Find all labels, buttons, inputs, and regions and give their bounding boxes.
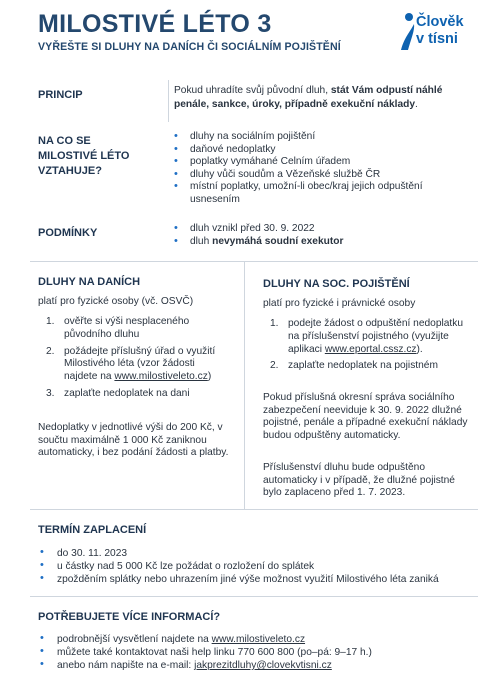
milostiveleto-link[interactable]: www.milostiveleto.cz xyxy=(211,634,306,645)
eportal-link[interactable]: www.eportal.cssz.cz xyxy=(324,343,417,355)
list-item xyxy=(38,560,488,573)
social-note-2: Příslušenství dluhu bude odpuštěno automaticky i v případě, že dlužné pojistné bylo zaplaceno před 1. 7. 2023. xyxy=(263,462,455,499)
section-divider xyxy=(30,509,478,510)
social-steps xyxy=(270,318,466,377)
step-number: 1. xyxy=(270,318,279,329)
list-item xyxy=(172,169,472,182)
info-title: POTŘEBUJETE VÍCE INFORMACÍ? xyxy=(38,611,221,623)
list-item xyxy=(172,181,472,206)
taxes-steps xyxy=(46,316,231,405)
bullet-icon: • xyxy=(174,222,178,234)
bullet-icon: • xyxy=(40,658,44,670)
list-item-text: u částky nad 5 000 Kč lze požádat o rozložení do splátek xyxy=(57,561,315,572)
step-text: zaplaťte nedoplatek na pojistném xyxy=(288,360,438,372)
taxes-note: Nedoplatky v jednotlivé výši do 200 Kč, v součtu maximálně 1 000 Kč zaniknou automaticky, i bez podání žádosti a platby. xyxy=(38,422,229,459)
list-item-text: dluh xyxy=(190,235,213,247)
principle-divider xyxy=(168,80,169,122)
list-item-text: místní poplatky, umožní-li obec/kraj jejich odpuštění usnesením xyxy=(190,181,423,205)
list-item-text: dluh vznikl před 30. 9. 2022 xyxy=(190,223,315,234)
list-item xyxy=(172,156,472,169)
applies-label-line-2: MILOSTIVÉ LÉTO xyxy=(38,150,130,162)
list-item-text: daňové nedoplatky xyxy=(190,143,276,155)
list-item xyxy=(38,659,488,672)
social-intro: platí pro fyzické i právnické osoby xyxy=(263,298,416,309)
section-divider xyxy=(30,596,478,597)
step-number: 1. xyxy=(46,316,55,327)
conditions-label: PODMÍNKY xyxy=(38,227,98,239)
list-item xyxy=(270,318,466,356)
list-item xyxy=(38,547,488,560)
list-item-text: anebo nám napište na e-mail: xyxy=(57,660,195,671)
step-text-end: ). xyxy=(416,343,423,355)
principle-text-c: . xyxy=(415,99,418,110)
list-item-bold: nevymáhá soudní exekutor xyxy=(212,235,344,247)
bullet-icon: • xyxy=(40,559,44,571)
bullet-icon: • xyxy=(174,234,178,247)
list-item xyxy=(38,646,488,659)
list-item-text: do 30. 11. 2023 xyxy=(57,548,128,559)
step-number: 2. xyxy=(46,345,55,357)
applies-label xyxy=(38,134,129,179)
principle-label: PRINCIP xyxy=(38,89,83,101)
list-item xyxy=(172,236,482,249)
step-number: 2. xyxy=(270,360,279,372)
step-text: podejte žádost o odpuštění nedoplatku na příslušenství pojistného (využijte aplikaci xyxy=(288,318,464,355)
principle-text xyxy=(174,84,479,112)
bullet-icon: • xyxy=(174,167,178,180)
step-text: zaplaťte nedoplatek na dani xyxy=(64,387,190,399)
step-text-end: ) xyxy=(207,371,212,383)
list-item xyxy=(46,316,231,342)
social-title: DLUHY NA SOC. POJIŠTĚNÍ xyxy=(263,278,410,290)
milostiveleto-link[interactable]: www.milostiveleto.cz xyxy=(114,371,208,383)
section-divider xyxy=(30,261,478,262)
bullet-icon: • xyxy=(40,645,44,657)
logo-line-2: v tísni xyxy=(416,31,458,47)
list-item xyxy=(172,223,482,236)
bullet-icon: • xyxy=(174,142,178,155)
deadline-title: TERMÍN ZAPLACENÍ xyxy=(38,524,147,536)
page-title: MILOSTIVÉ LÉTO 3 xyxy=(38,10,272,38)
list-item xyxy=(270,360,466,373)
list-item xyxy=(46,388,231,401)
bullet-icon: • xyxy=(40,632,44,644)
applies-label-line-3: VZTAHUJE? xyxy=(38,165,102,177)
logo-text xyxy=(416,14,464,48)
person-logo-icon xyxy=(398,12,418,52)
list-item-text: můžete také kontaktovat naši help linku 770 600 800 (po–pá: 9–17 h.) xyxy=(57,647,372,658)
taxes-title: DLUHY NA DANÍCH xyxy=(38,276,141,288)
page-subtitle: VYŘEŠTE SI DLUHY NA DANÍCH ČI SOCIÁLNÍM POJIŠTĚNÍ xyxy=(38,41,341,53)
step-number: 3. xyxy=(46,387,55,399)
list-item xyxy=(172,131,472,144)
logo-line-1: Člověk xyxy=(416,14,464,30)
list-item xyxy=(38,573,488,586)
deadline-list xyxy=(38,547,488,586)
list-item-text: dluhy na sociálním pojištění xyxy=(190,131,316,142)
list-item-text: podrobnější vysvětlení najdete na xyxy=(57,634,212,645)
principle-text-a: Pokud uhradíte svůj původní dluh, xyxy=(174,85,331,96)
bullet-icon: • xyxy=(174,130,178,142)
principle-text-bold: stát Vám odpustí náhlé penále, sankce, úroky, případně exekuční náklady xyxy=(174,85,443,110)
list-item xyxy=(38,633,488,646)
conditions-list xyxy=(172,223,482,248)
list-item-text: dluhy vůči soudům a Vězeňské službě ČR xyxy=(190,168,381,180)
column-divider xyxy=(244,261,245,509)
step-text: ověřte si výši nesplaceného původního dluhu xyxy=(64,316,190,340)
social-note-1: Pokud příslušná okresní správa sociálního zabezpečení neeviduje k 30. 9. 2022 dlužné pojistné, penále a případné exekuční náklady budou odpuštěny automaticky. xyxy=(263,392,468,441)
step-text: požádejte příslušný úřad o využití Milostivého léta (vzor žádosti najdete na xyxy=(64,345,216,383)
bullet-icon: • xyxy=(40,546,44,558)
info-list xyxy=(38,633,488,672)
applies-label-line-1: NA CO SE xyxy=(38,135,91,147)
bullet-icon: • xyxy=(174,180,178,193)
bullet-icon: • xyxy=(174,155,178,168)
list-item-text: poplatky vymáhané Celním úřadem xyxy=(190,156,351,168)
taxes-intro: platí pro fyzické osoby (vč. OSVČ) xyxy=(38,296,194,307)
bullet-icon: • xyxy=(40,572,44,584)
list-item xyxy=(172,144,472,157)
email-link[interactable]: jakprezitdluhy@clovekvtisni.cz xyxy=(194,660,332,671)
list-item xyxy=(46,346,231,384)
list-item-text: zpožděním splátky nebo uhrazením jiné výše možnost využití Milostivého léta zaniká xyxy=(57,574,439,585)
applies-list xyxy=(172,131,472,207)
